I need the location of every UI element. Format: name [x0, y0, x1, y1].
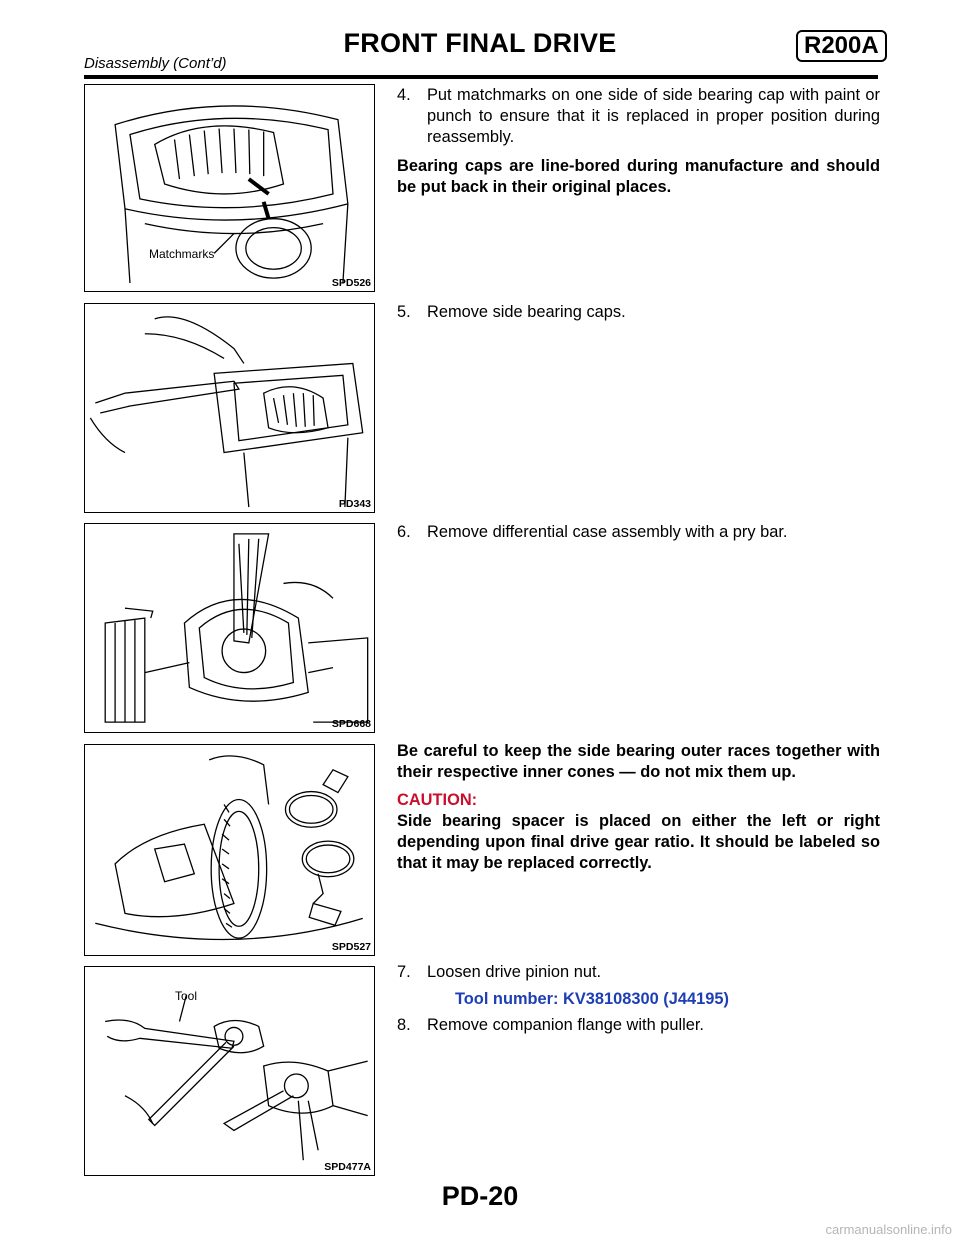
step-8: [397, 1015, 880, 1036]
figure-spd477a: [84, 966, 375, 1176]
step-number: 4.: [397, 86, 411, 104]
pry-bar-removal-illustration: [85, 524, 374, 732]
step-4: [397, 85, 880, 148]
step-text: Remove companion flange with puller.: [427, 1016, 704, 1034]
figure-code: SPD526: [331, 277, 371, 289]
side-bearing-races-illustration: [85, 745, 374, 955]
step-text: Loosen drive pinion nut.: [427, 963, 602, 981]
caution-block: [397, 741, 880, 874]
step-4-block: [397, 85, 880, 198]
figure-code: SPD477A: [324, 1161, 371, 1173]
step-7-8-block: [397, 962, 880, 1036]
figure-spd527: [84, 744, 375, 956]
figure-code: SPD668: [331, 718, 371, 730]
figure-code: SPD527: [331, 941, 371, 953]
caution-label: CAUTION:: [397, 791, 478, 809]
step-text: Put matchmarks on one side of side bearing cap with paint or punch to ensure that it is replaced in proper position during reassembly.: [427, 86, 880, 146]
step-5-block: [397, 302, 880, 323]
header-rule: [84, 75, 878, 79]
section-subtitle: Disassembly (Cont’d): [84, 55, 227, 72]
remove-bearing-caps-illustration: [85, 304, 374, 512]
bearing-cap-note: Bearing caps are line-bored during manufacture and should be put back in their original places.: [397, 157, 880, 196]
figure-spd668: [84, 523, 375, 733]
figure-spd526: [84, 84, 375, 292]
step-number: 8.: [397, 1016, 411, 1034]
caution-text: Side bearing spacer is placed on either the left or right depending upon final drive gear ratio. It should be labeled so that it may be replaced correctly.: [397, 812, 880, 872]
step-number: 7.: [397, 963, 411, 981]
step-6: [397, 522, 880, 543]
keep-races-together-note: Be careful to keep the side bearing outer races together with their respective inner cones — do not mix them up.: [397, 742, 880, 781]
loosen-pinion-nut-illustration: [85, 967, 374, 1175]
step-5: [397, 302, 880, 323]
page-number: PD-20: [441, 1181, 519, 1211]
matchmarks-callout: Matchmarks: [149, 247, 215, 261]
figure-code: PD343: [338, 498, 371, 510]
page-title: FRONT FINAL DRIVE: [343, 28, 617, 58]
step-text: Remove side bearing caps.: [427, 303, 626, 321]
tool-callout: Tool: [175, 989, 198, 1003]
step-text: Remove differential case assembly with a pry bar.: [427, 523, 788, 541]
step-7: [397, 962, 880, 983]
differential-matchmarks-illustration: [85, 85, 374, 291]
watermark: carmanualsonline.info: [825, 1222, 952, 1237]
tool-number: Tool number: KV38108300 (J44195): [455, 990, 729, 1008]
model-badge: R200A: [796, 30, 887, 62]
step-6-block: [397, 522, 880, 543]
step-number: 5.: [397, 303, 411, 321]
figure-pd343: [84, 303, 375, 513]
step-number: 6.: [397, 523, 411, 541]
